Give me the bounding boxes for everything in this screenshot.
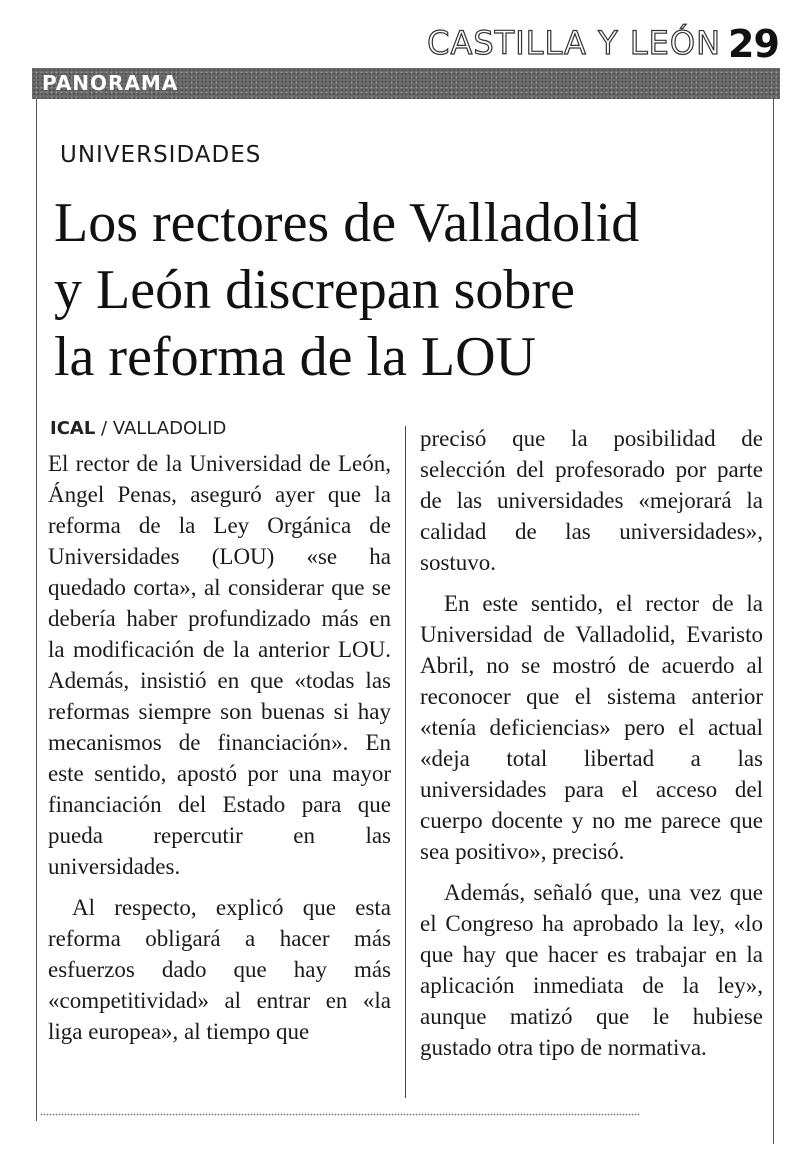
- article-paragraph: El rector de la Universidad de León, Ángel Penas, aseguró ayer que la reforma de la Ley Orgánica de Universidades (LOU) «se ha quedado corta», al considerar que se debería haber profundizado más en la modificación de la anterior LOU. Además, insistió en que «todas las reformas siempre son buenas si hay mecanismos de financiación». En este sentido, apostó por una mayor financiación del Estado para que pueda repercutir en las universidades.: [48, 451, 391, 879]
- article-kicker: UNIVERSIDADES: [60, 142, 262, 168]
- column-divider: [405, 426, 406, 1098]
- page-number: 29: [728, 22, 779, 66]
- section-title: CASTILLA Y LEÓN: [427, 24, 721, 62]
- article-column-2: [420, 423, 763, 1063]
- article-column-1: [48, 448, 391, 1047]
- article-paragraph: Además, señaló que, una vez que el Congreso ha aprobado la ley, «lo que hay que hacer es trabajar en la aplicación inmediata de la ley», aunque matizó que le hubiese gustado otra tipo de normativa.: [420, 880, 763, 1060]
- headline-line: y León discrepan sobre: [54, 259, 575, 321]
- bottom-dotted-rule: [40, 1113, 640, 1116]
- byline-location: / VALLADOLID: [95, 418, 227, 439]
- article-paragraph: En este sentido, el rector de la Universidad de Valladolid, Evaristo Abril, no se mostró de acuerdo al reconocer que el sistema anterior «tenía deficiencias» pero el actual «deja total libertad a las universidades para el acceso del cuerpo docente y no me parece que sea positivo», precisó.: [420, 591, 763, 864]
- article-headline: [54, 190, 774, 391]
- article-paragraph: precisó que la posibilidad de selección del profesorado por parte de las universidades «mejorará la calidad de las universidades», sostuvo.: [420, 426, 763, 575]
- section-label: PANORAMA: [42, 71, 179, 95]
- byline: [50, 418, 226, 439]
- article-paragraph: Al respecto, explicó que esta reforma obligará a hacer más esfuerzos dado que hay más «competitividad» al entrar en «la liga europea», al tiempo que: [48, 895, 391, 1044]
- section-band: [32, 68, 780, 99]
- headline-line: Los rectores de Valladolid: [54, 192, 640, 254]
- frame-rule-left: [36, 99, 37, 1121]
- byline-agency: ICAL: [50, 418, 96, 439]
- headline-line: la reforma de la LOU: [54, 326, 536, 388]
